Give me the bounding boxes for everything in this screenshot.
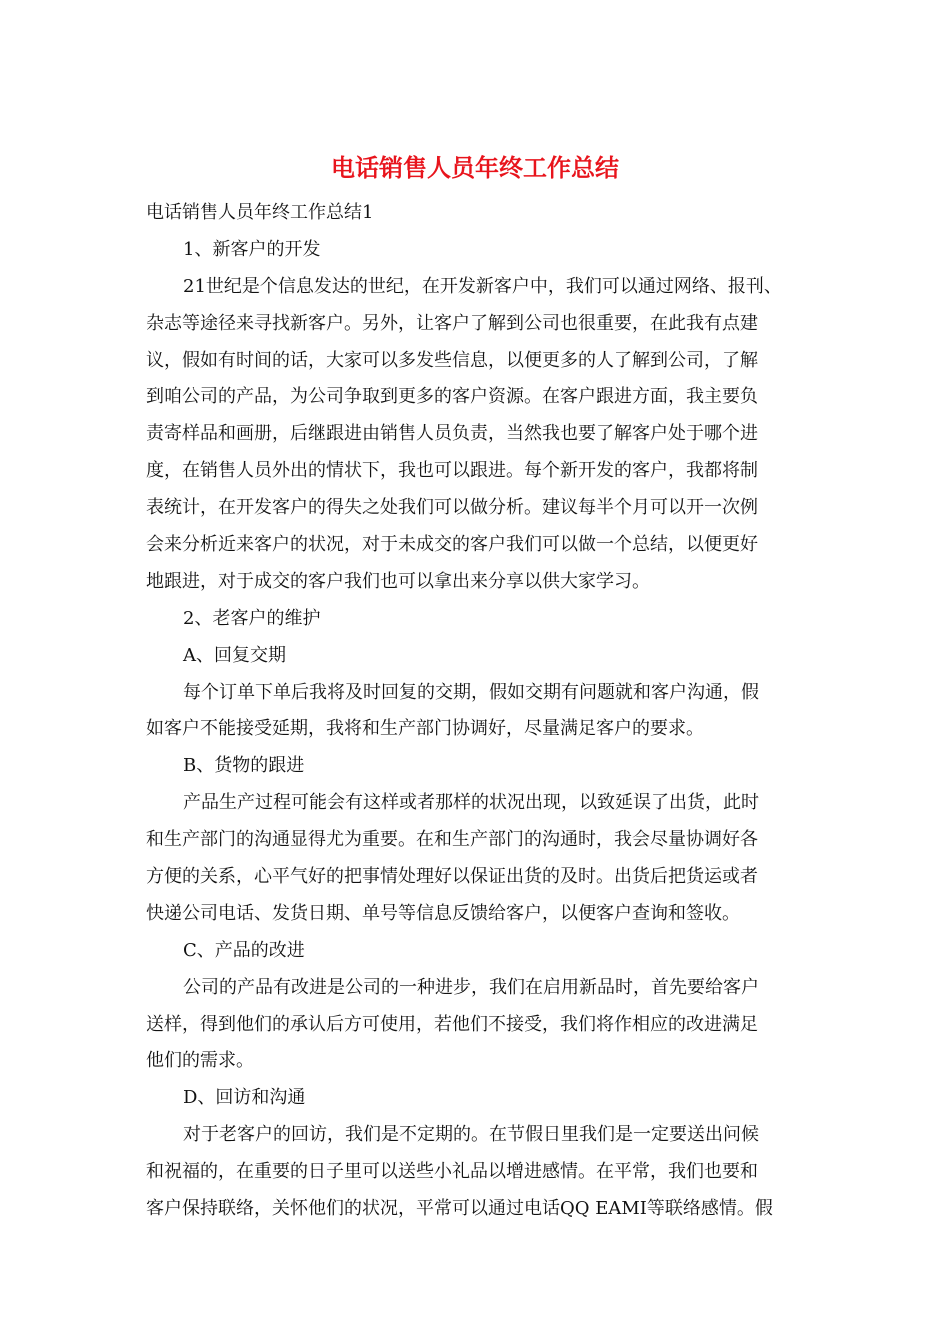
document-title: 电话销售人员年终工作总结 xyxy=(331,154,619,182)
document-body xyxy=(146,195,806,1228)
text-line: 客户保持联络，关怀他们的状况，平常可以通过电话QQ EAMI等联络感情。假 xyxy=(146,1198,773,1220)
text-line: 责寄样品和画册，后继跟进由销售人员负责，当然我也要了解客户处于哪个进 xyxy=(146,423,758,445)
text-line: 杂志等途径来寻找新客户。另外，让客户了解到公司也很重要，在此我有点建 xyxy=(146,312,758,334)
text-line: 电话销售人员年终工作总结1 xyxy=(146,202,374,223)
text-line: 和祝福的，在重要的日子里可以送些小礼品以增进感情。在平常，我们也要和 xyxy=(146,1161,758,1183)
text-line: 到咱公司的产品，为公司争取到更多的客户资源。在客户跟进方面，我主要负 xyxy=(146,386,758,408)
text-line: C、产品的改进 xyxy=(183,939,305,961)
text-line: B、货物的跟进 xyxy=(183,755,305,777)
text-line: A、回复交期 xyxy=(183,644,286,666)
text-line: 度，在销售人员外出的情状下，我也可以跟进。每个新开发的客户，我都将制 xyxy=(146,460,758,482)
text-line: D、回访和沟通 xyxy=(183,1087,306,1109)
text-line: 公司的产品有改进是公司的一种进步，我们在启用新品时，首先要给客户 xyxy=(183,976,759,998)
text-line: 快递公司电话、发货日期、单号等信息反馈给客户，以便客户查询和签收。 xyxy=(146,902,740,924)
text-line: 他们的需求。 xyxy=(146,1050,254,1072)
text-line: 会来分析近来客户的状况，对于未成交的客户我们可以做一个总结，以便更好 xyxy=(146,534,758,556)
text-line: 如客户不能接受延期，我将和生产部门协调好，尽量满足客户的要求。 xyxy=(146,718,704,740)
text-line: 2、老客户的维护 xyxy=(183,607,321,629)
text-line: 每个订单下单后我将及时回复的交期，假如交期有问题就和客户沟通，假 xyxy=(183,681,759,703)
text-line: 送样，得到他们的承认后方可使用，若他们不接受，我们将作相应的改进满足 xyxy=(146,1013,758,1035)
text-line: 产品生产过程可能会有这样或者那样的状况出现，以致延误了出货，此时 xyxy=(183,792,759,814)
text-line: 1、新客户的开发 xyxy=(183,238,321,260)
text-line: 对于老客户的回访，我们是不定期的。在节假日里我们是一定要送出问候 xyxy=(183,1124,759,1146)
text-line: 地跟进，对于成交的客户我们也可以拿出来分享以供大家学习。 xyxy=(146,570,650,592)
text-line: 21世纪是个信息发达的世纪，在开发新客户中，我们可以通过网络、报刊、 xyxy=(183,275,782,297)
text-line: 表统计，在开发客户的得失之处我们可以做分析。建议每半个月可以开一次例 xyxy=(146,497,758,519)
text-line: 议，假如有时间的话，大家可以多发些信息，以便更多的人了解到公司，了解 xyxy=(146,349,758,371)
text-line: 方便的关系，心平气好的把事情处理好以保证出货的及时。出货后把货运或者 xyxy=(146,866,758,888)
text-line: 和生产部门的沟通显得尤为重要。在和生产部门的沟通时，我会尽量协调好各 xyxy=(146,829,758,851)
